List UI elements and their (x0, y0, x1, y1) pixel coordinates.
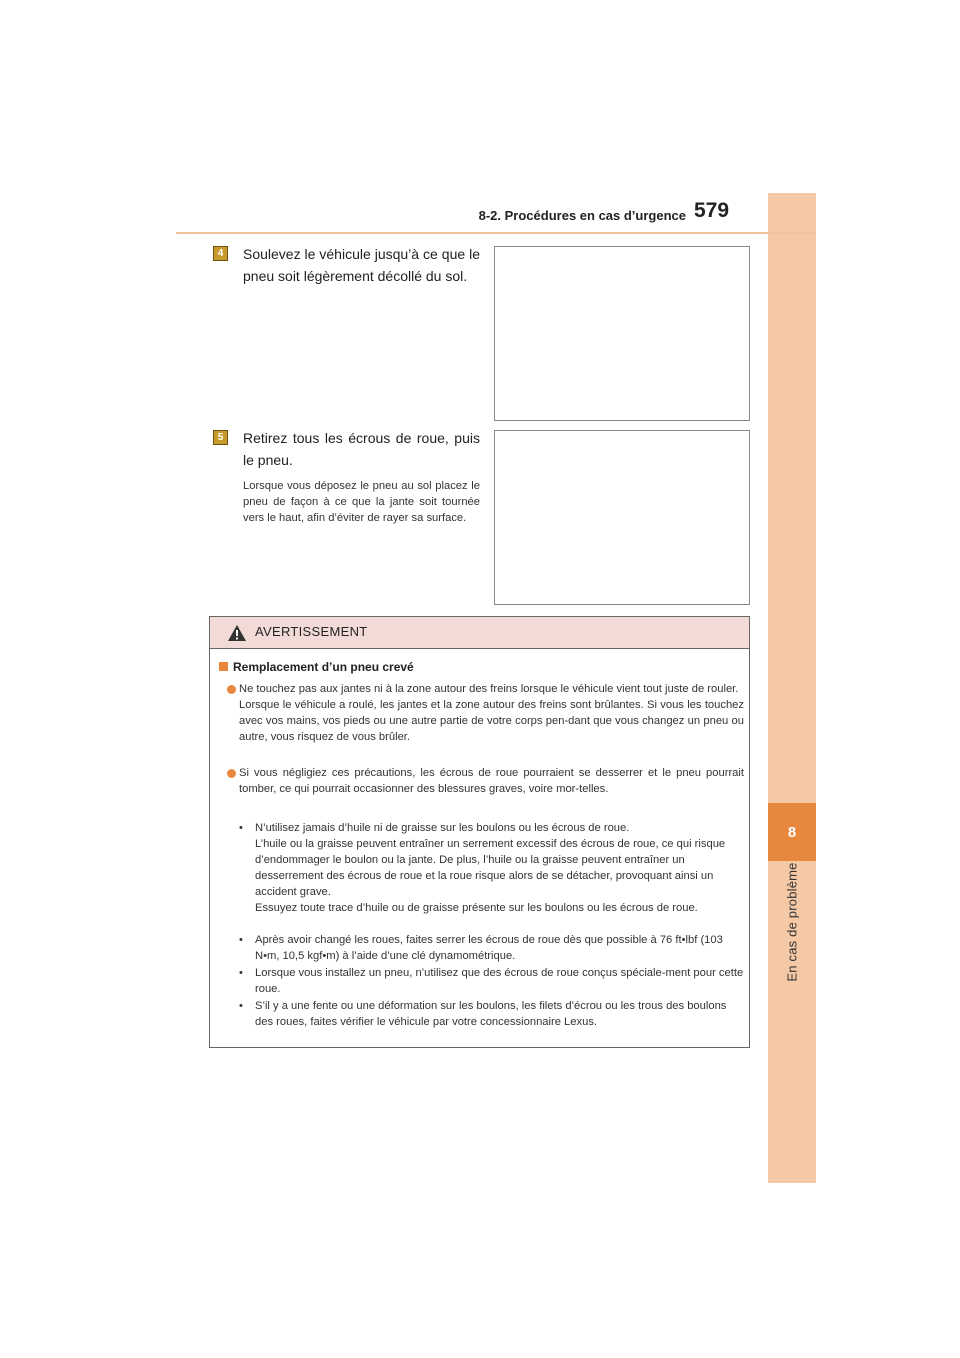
warning-bullet-text: Ne touchez pas aux jantes ni à la zone autour des freins lorsque le véhicule vient tout juste de rouler. (239, 683, 739, 695)
warning-bullet (227, 765, 744, 797)
warning-sub-item (239, 932, 744, 964)
sub-item-marker: • (239, 934, 243, 946)
sub-item-text: Essuyez toute trace d’huile ou de graisse présente sur les boulons ou les écrous de roue. (255, 902, 698, 914)
sub-item-marker: • (239, 1000, 243, 1012)
chapter-tab-strip (768, 193, 816, 1183)
step-number-badge: 5 (213, 430, 228, 445)
sub-item-text: S’il y a une fente ou une déformation sur les boulons, les filets d’écrou ou les trous des boulons des roues, faites vérifier le véhicule par votre concessionnaire Lexus. (255, 1000, 727, 1028)
warning-sub-item (239, 965, 744, 997)
sub-item-text: Lorsque vous installez un pneu, n’utilisez que des écrous de roue conçus spéciale-ment pour cette roue. (255, 967, 744, 995)
sub-item-text: N’utilisez jamais d’huile ni de graisse sur les boulons ou les écrous de roue. (255, 822, 630, 834)
section-title: 8-2. Procédures en cas d’urgence (478, 208, 686, 223)
warning-triangle-icon (227, 624, 247, 642)
step-instruction: Soulevez le véhicule jusqu’à ce que le pneu soit légèrement décollé du sol. (243, 246, 480, 284)
header-divider (176, 232, 816, 234)
chapter-number-badge: 8 (768, 803, 816, 861)
sub-item-marker: • (239, 822, 243, 834)
warning-bullet-text: Lorsque le véhicule a roulé, les jantes et la zone autour des freins sont brûlantes. Si vous les touchez avec vos mains, vos pieds ou une autre partie de votre corps pen-dant que vous changez un pneu ou autre, vous risquez de vous brûler. (239, 699, 744, 743)
chapter-title: En cas de problème (784, 862, 800, 982)
step-illustration (494, 430, 750, 605)
warning-box (209, 616, 750, 1048)
circle-bullet-icon (227, 685, 236, 694)
step-illustration (494, 246, 750, 421)
square-bullet-icon (219, 662, 228, 671)
warning-sub-item (239, 820, 744, 916)
step-instruction: Retirez tous les écrous de roue, puis le pneu. (243, 430, 480, 468)
warning-heading-text: Remplacement d’un pneu crevé (233, 660, 414, 674)
step-note: Lorsque vous déposez le pneu au sol placez le pneu de façon à ce que la jante soit tournée vers le haut, afin d’éviter de rayer sa surface. (243, 480, 480, 524)
sub-item-marker: • (239, 967, 243, 979)
circle-bullet-icon (227, 769, 236, 778)
warning-heading (219, 660, 414, 674)
warning-bullet (227, 681, 744, 745)
page-number: 579 (694, 199, 730, 222)
warning-title: AVERTISSEMENT (255, 624, 368, 639)
warning-bullet-text: Si vous négligiez ces précautions, les écrous de roue pourraient se desserrer et le pneu pourrait tomber, ce qui pourrait occasionner des blessures graves, voire mor-telles. (239, 767, 744, 795)
sub-item-text: Après avoir changé les roues, faites serrer les écrous de roue dès que possible à 76 ft•lbf (103 N•m, 10,5 kgf•m) à l’aide d’une clé dynamométrique. (255, 934, 723, 962)
sub-item-text: L’huile ou la graisse peuvent entraîner un serrement excessif des écrous de roue, ce qui risque d’endommager le boulon ou la jante. De plus, l’huile ou la graisse peuvent entraîner un desserrement des écrous de roue et la roue risque alors de se détacher, provoquant ainsi un accident grave. (255, 838, 726, 898)
warning-header (210, 617, 749, 649)
warning-sub-item (239, 998, 744, 1030)
step-number-badge: 4 (213, 246, 228, 261)
